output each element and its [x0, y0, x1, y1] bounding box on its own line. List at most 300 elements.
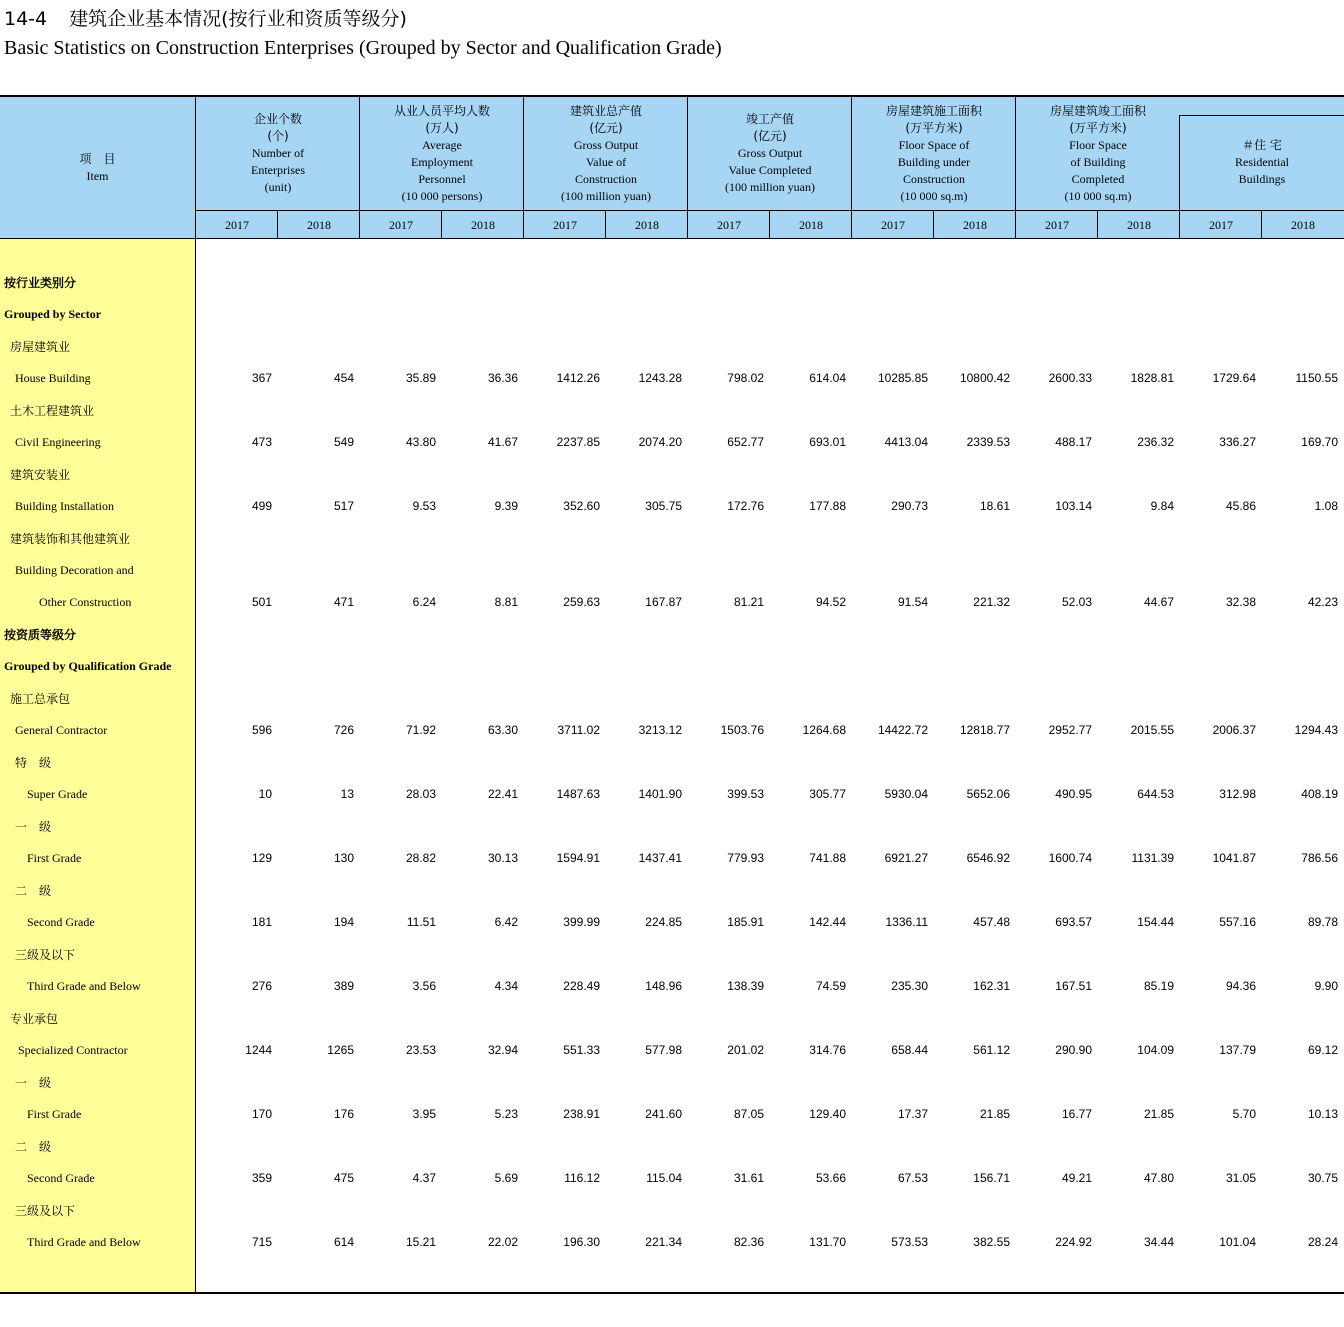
- table-cell: 32.38: [1225, 595, 1256, 609]
- row-label: Civil Engineering: [15, 434, 101, 449]
- table-cell: 4.34: [494, 979, 518, 993]
- table-cell: 290.73: [891, 499, 928, 513]
- table-cell: 115.04: [646, 1171, 682, 1185]
- table-cell: 290.90: [1055, 1043, 1092, 1057]
- header-group-2-line: Employment: [411, 154, 473, 169]
- table-cell: 557.16: [1219, 915, 1256, 929]
- table-cell: 6546.92: [966, 851, 1010, 865]
- table-cell: 28.24: [1307, 1235, 1338, 1249]
- table-cell: 52.03: [1061, 595, 1092, 609]
- header-group-4-line: (亿元): [753, 129, 787, 143]
- table-cell: 12818.77: [959, 723, 1010, 737]
- table-cell: 596: [251, 723, 272, 737]
- table-cell: 167.87: [645, 595, 682, 609]
- table-cell: 1401.90: [638, 787, 682, 801]
- table-cell: 162.31: [973, 979, 1010, 993]
- stub-column-border: [195, 239, 196, 1294]
- table-cell: 41.67: [487, 435, 518, 449]
- table-row: [196, 1162, 1344, 1194]
- header-group-4-line: Gross Output: [737, 146, 803, 160]
- row-label: Second Grade: [27, 914, 95, 929]
- table-cell: 22.41: [487, 787, 518, 801]
- header-group-5-line: Construction: [903, 171, 965, 186]
- header-group-1: [196, 97, 360, 210]
- header-year: 2017: [553, 217, 577, 232]
- table-row: [196, 906, 1344, 938]
- row-label: 二 级: [15, 883, 52, 898]
- table-cell: 1150.55: [1295, 371, 1338, 385]
- header-group-6-line: (10 000 sq.m): [1064, 188, 1132, 203]
- header-group-7: [1180, 115, 1344, 210]
- table-cell: 221.32: [973, 595, 1010, 609]
- table-cell: 549: [333, 435, 354, 449]
- table-cell: 614: [333, 1235, 354, 1249]
- table-cell: 561.12: [973, 1043, 1010, 1057]
- row-label: First Grade: [27, 850, 82, 865]
- header-group-7-line: Buildings: [1238, 172, 1286, 186]
- table-cell: 2600.33: [1048, 371, 1092, 385]
- table-cell: 10800.42: [959, 371, 1010, 385]
- header-year: 2018: [471, 217, 495, 232]
- table-row: [196, 362, 1344, 394]
- table-cell: 236.32: [1137, 435, 1174, 449]
- table-cell: 94.52: [815, 595, 846, 609]
- table-cell: 5930.04: [884, 787, 928, 801]
- table-cell: 1503.76: [720, 723, 764, 737]
- table-cell: 259.63: [563, 595, 600, 609]
- table-cell: 490.95: [1055, 787, 1092, 801]
- header-group-4-line: 竣工产值: [745, 112, 794, 126]
- table-body: [0, 239, 1344, 1294]
- table-row: [196, 842, 1344, 874]
- header-group-3-line: Gross Output: [573, 137, 639, 152]
- row-label: Specialized Contractor: [18, 1042, 128, 1057]
- header-year: 2017: [717, 217, 741, 232]
- table-cell: 131.70: [809, 1235, 846, 1249]
- table-cell: 8.81: [494, 595, 518, 609]
- table-cell: 614.04: [809, 371, 846, 385]
- table-cell: 17.37: [897, 1107, 928, 1121]
- table-cell: 1487.63: [556, 787, 600, 801]
- row-label: 房屋建筑业: [10, 339, 71, 354]
- row-label: General Contractor: [15, 722, 108, 737]
- table-cell: 6.24: [412, 595, 436, 609]
- table-cell: 129.40: [809, 1107, 846, 1121]
- header-divider: [359, 97, 360, 239]
- table-cell: 798.02: [727, 371, 764, 385]
- header-year: 2017: [389, 217, 413, 232]
- table-cell: 488.17: [1055, 435, 1092, 449]
- table-cell: 644.53: [1137, 787, 1174, 801]
- row-label: 特 级: [15, 755, 52, 770]
- table-cell: 1729.64: [1212, 371, 1256, 385]
- table-cell: 87.05: [733, 1107, 764, 1121]
- table-cell: 138.39: [727, 979, 764, 993]
- table-cell: 10285.85: [877, 371, 928, 385]
- table-cell: 457.48: [973, 915, 1010, 929]
- table-cell: 137.79: [1219, 1043, 1256, 1057]
- table-cell: 473: [251, 435, 272, 449]
- header-item-en: Item: [86, 169, 109, 183]
- row-label: 施工总承包: [10, 691, 71, 706]
- table-cell: 779.93: [727, 851, 764, 865]
- table-cell: 129: [251, 851, 272, 865]
- table-cell: 14422.72: [877, 723, 928, 737]
- table-bottom-rule: [0, 1292, 1344, 1294]
- table-cell: 5652.06: [966, 787, 1010, 801]
- header-year: 2017: [1045, 217, 1069, 232]
- row-label: Super Grade: [27, 786, 88, 801]
- table-cell: 103.14: [1055, 499, 1092, 513]
- row-label: 按资质等级分: [4, 627, 77, 642]
- table-cell: 367: [251, 371, 272, 385]
- table-cell: 399.99: [563, 915, 600, 929]
- header-year: 2017: [225, 217, 249, 232]
- header-year: 2017: [881, 217, 905, 232]
- table-cell: 23.53: [405, 1043, 436, 1057]
- row-label: 三级及以下: [15, 947, 76, 962]
- header-divider: [1261, 210, 1262, 239]
- header-group-1-line: Number of: [251, 146, 305, 160]
- table-cell: 5.70: [1232, 1107, 1256, 1121]
- table-cell: 1437.41: [638, 851, 682, 865]
- header-divider: [1179, 115, 1344, 116]
- table-cell: 170: [251, 1107, 272, 1121]
- table-cell: 1600.74: [1048, 851, 1092, 865]
- table-cell: 28.03: [405, 787, 436, 801]
- table-cell: 475: [333, 1171, 354, 1185]
- row-label: Second Grade: [27, 1170, 95, 1185]
- header-group-3: [524, 97, 688, 210]
- table-cell: 196.30: [563, 1235, 600, 1249]
- table-cell: 5.69: [494, 1171, 518, 1185]
- table-cell: 3.56: [412, 979, 436, 993]
- table-cell: 177.88: [809, 499, 846, 513]
- header-divider: [933, 210, 934, 239]
- table-cell: 715: [251, 1235, 272, 1249]
- table-cell: 1265: [327, 1043, 354, 1057]
- header-group-1-line: (unit): [264, 180, 292, 194]
- table-cell: 142.44: [809, 915, 846, 929]
- table-cell: 382.55: [973, 1235, 1010, 1249]
- header-group-1-line: Enterprises: [251, 163, 305, 177]
- table-cell: 85.19: [1143, 979, 1174, 993]
- table-row: [196, 970, 1344, 1002]
- table-cell: 154.44: [1137, 915, 1174, 929]
- table-cell: 1828.81: [1130, 371, 1174, 385]
- statistics-table: [0, 95, 1344, 1294]
- table-cell: 101.04: [1219, 1235, 1256, 1249]
- table-cell: 9.84: [1150, 499, 1174, 513]
- table-cell: 1.08: [1314, 499, 1338, 513]
- table-cell: 36.36: [487, 371, 518, 385]
- table-cell: 6.42: [494, 915, 518, 929]
- header-group-5-line: (万平方米): [905, 120, 963, 135]
- row-label: First Grade: [27, 1106, 82, 1121]
- row-label: 专业承包: [10, 1011, 59, 1026]
- table-cell: 148.96: [645, 979, 682, 993]
- table-cell: 172.76: [727, 499, 764, 513]
- row-label: House Building: [15, 370, 91, 385]
- row-label: Third Grade and Below: [27, 978, 141, 993]
- header-group-3-line: Value of: [585, 154, 627, 169]
- table-row: [196, 426, 1344, 458]
- header-year: 2017: [1209, 217, 1233, 232]
- table-cell: 74.59: [815, 979, 846, 993]
- table-cell: 21.85: [979, 1107, 1010, 1121]
- table-cell: 94.36: [1225, 979, 1256, 993]
- table-cell: 11.51: [406, 915, 436, 929]
- header-group-5-line: 房屋建筑施工面积: [885, 103, 982, 118]
- table-cell: 499: [251, 499, 272, 513]
- table-cell: 241.60: [645, 1107, 682, 1121]
- table-cell: 6921.27: [884, 851, 928, 865]
- table-cell: 176: [333, 1107, 354, 1121]
- table-cell: 573.53: [891, 1235, 928, 1249]
- row-label: 一 级: [15, 819, 52, 834]
- row-label: 建筑装饰和其他建筑业: [10, 531, 131, 546]
- table-cell: 156.71: [973, 1171, 1010, 1185]
- table-cell: 34.44: [1143, 1235, 1174, 1249]
- table-cell: 22.02: [487, 1235, 518, 1249]
- header-group-3-line: (100 million yuan): [561, 188, 651, 203]
- header-divider: [769, 210, 770, 239]
- table-title-cn-text: 建筑企业基本情况(按行业和资质等级分): [69, 8, 407, 30]
- header-group-2-line: (10 000 persons): [401, 188, 483, 203]
- header-year: 2018: [1291, 217, 1315, 232]
- header-divider: [195, 97, 196, 239]
- header-group-7-line: ＃住 宅: [1242, 138, 1282, 152]
- table-cell: 336.27: [1219, 435, 1256, 449]
- table-cell: 501: [251, 595, 272, 609]
- table-cell: 104.09: [1137, 1043, 1174, 1057]
- header-group-2-line: Personnel: [418, 171, 466, 186]
- table-cell: 71.92: [405, 723, 436, 737]
- table-cell: 551.33: [563, 1043, 600, 1057]
- table-cell: 517: [333, 499, 354, 513]
- header-divider: [605, 210, 606, 239]
- table-cell: 3711.02: [557, 723, 600, 737]
- header-divider: [851, 97, 852, 239]
- table-cell: 1131.39: [1131, 851, 1174, 865]
- header-group-4: [688, 97, 852, 210]
- table-cell: 276: [251, 979, 272, 993]
- table-cell: 35.89: [405, 371, 436, 385]
- header-divider: [277, 210, 278, 239]
- table-cell: 3213.12: [638, 723, 682, 737]
- table-cell: 3.95: [412, 1107, 436, 1121]
- table-cell: 201.02: [727, 1043, 764, 1057]
- table-cell: 167.51: [1055, 979, 1092, 993]
- header-group-1-line: (个): [267, 129, 289, 143]
- header-group-6-line: (万平方米): [1069, 120, 1127, 135]
- header-divider: [196, 210, 1344, 211]
- row-label: 建筑安装业: [10, 467, 71, 482]
- row-label: Building Installation: [15, 498, 114, 513]
- table-cell: 44.67: [1143, 595, 1174, 609]
- header-divider: [441, 210, 442, 239]
- table-cell: 91.54: [897, 595, 928, 609]
- table-cell: 169.70: [1301, 435, 1338, 449]
- table-cell: 238.91: [563, 1107, 600, 1121]
- table-cell: 181: [251, 915, 272, 929]
- header-group-6: [1016, 97, 1180, 210]
- header-group-7-line: Residential: [1235, 155, 1289, 169]
- table-title-en: Basic Statistics on Construction Enterprises (Grouped by Sector and Qualification Grade): [4, 37, 722, 59]
- header-year: 2018: [799, 217, 823, 232]
- table-cell: 471: [333, 595, 354, 609]
- table-cell: 314.76: [809, 1043, 846, 1057]
- header-group-6-line: Floor Space: [1069, 137, 1127, 152]
- header-group-4-line: (100 million yuan): [725, 180, 815, 194]
- table-cell: 9.53: [412, 499, 436, 513]
- table-cell: 652.77: [727, 435, 764, 449]
- table-cell: 577.98: [645, 1043, 682, 1057]
- table-cell: 2074.20: [638, 435, 682, 449]
- table-row: [196, 1226, 1344, 1258]
- table-cell: 42.23: [1307, 595, 1338, 609]
- table-cell: 32.94: [487, 1043, 518, 1057]
- table-cell: 1294.43: [1294, 723, 1338, 737]
- header-divider: [1015, 97, 1016, 239]
- table-cell: 408.19: [1301, 787, 1338, 801]
- row-label: 土木工程建筑业: [10, 403, 95, 418]
- header-group-2-line: Average: [422, 137, 462, 152]
- table-cell: 21.85: [1143, 1107, 1174, 1121]
- table-cell: 18.61: [979, 499, 1010, 513]
- table-cell: 67.53: [897, 1171, 928, 1185]
- header-group-3-line: 建筑业总产值: [569, 103, 642, 118]
- row-label: 二 级: [15, 1139, 52, 1154]
- table-cell: 1244: [245, 1043, 272, 1057]
- table-cell: 2015.55: [1130, 723, 1174, 737]
- header-group-3-line: Construction: [575, 171, 637, 186]
- table-cell: 1412.26: [556, 371, 600, 385]
- table-row: [196, 778, 1344, 810]
- row-label: 三级及以下: [15, 1203, 76, 1218]
- table-cell: 305.75: [645, 499, 682, 513]
- table-cell: 49.21: [1061, 1171, 1092, 1185]
- table-cell: 69.12: [1307, 1043, 1338, 1057]
- table-header: [0, 95, 1344, 239]
- table-cell: 1594.91: [556, 851, 600, 865]
- row-label: Building Decoration and: [15, 562, 134, 577]
- table-cell: 221.34: [645, 1235, 682, 1249]
- table-cell: 116.12: [564, 1171, 600, 1185]
- table-cell: 305.77: [809, 787, 846, 801]
- row-label: Other Construction: [39, 594, 132, 609]
- header-group-5-line: Floor Space of: [898, 137, 970, 152]
- table-cell: 82.36: [733, 1235, 764, 1249]
- table-cell: 1243.28: [638, 371, 682, 385]
- header-group-4-line: Value Completed: [728, 163, 812, 177]
- table-cell: 81.21: [733, 595, 764, 609]
- table-cell: 31.05: [1225, 1171, 1256, 1185]
- table-cell: 693.57: [1055, 915, 1092, 929]
- header-divider: [687, 97, 688, 239]
- header-item: [0, 97, 195, 239]
- table-cell: 43.80: [405, 435, 436, 449]
- table-cell: 389: [333, 979, 354, 993]
- table-cell: 13: [340, 787, 354, 801]
- table-cell: 1336.11: [885, 915, 928, 929]
- table-cell: 185.91: [727, 915, 764, 929]
- header-year: 2018: [963, 217, 987, 232]
- table-cell: 2952.77: [1048, 723, 1092, 737]
- table-cell: 4.37: [412, 1171, 436, 1185]
- table-title-cn: [4, 4, 407, 31]
- table-cell: 4413.04: [884, 435, 928, 449]
- table-cell: 15.21: [405, 1235, 436, 1249]
- table-cell: 2006.37: [1212, 723, 1256, 737]
- table-cell: 2237.85: [556, 435, 600, 449]
- table-cell: 658.44: [891, 1043, 928, 1057]
- table-cell: 130: [333, 851, 354, 865]
- table-cell: 726: [333, 723, 354, 737]
- table-cell: 9.39: [494, 499, 518, 513]
- header-divider: [523, 97, 524, 239]
- table-cell: 63.30: [487, 723, 518, 737]
- table-cell: 30.75: [1307, 1171, 1338, 1185]
- table-cell: 224.85: [645, 915, 682, 929]
- table-cell: 53.66: [815, 1171, 846, 1185]
- header-year: 2018: [1127, 217, 1151, 232]
- header-group-6-line: of Building: [1070, 154, 1126, 169]
- table-row: [196, 714, 1344, 746]
- table-cell: 16.77: [1061, 1107, 1092, 1121]
- table-cell: 194: [333, 915, 354, 929]
- table-row: [196, 1098, 1344, 1130]
- header-group-5-line: Building under: [897, 154, 971, 169]
- row-label: 按行业类别分: [4, 275, 77, 290]
- header-group-2-line: 从业人员平均人数: [393, 103, 490, 118]
- header-divider: [1179, 115, 1180, 239]
- table-row: [196, 1034, 1344, 1066]
- table-cell: 359: [251, 1171, 272, 1185]
- row-label: Grouped by Qualification Grade: [4, 658, 172, 673]
- table-cell: 312.98: [1219, 787, 1256, 801]
- table-cell: 228.49: [563, 979, 600, 993]
- row-label: Third Grade and Below: [27, 1234, 141, 1249]
- header-group-2-line: (万人): [425, 120, 459, 135]
- header-divider: [1097, 210, 1098, 239]
- table-cell: 30.13: [487, 851, 518, 865]
- table-cell: 1264.68: [802, 723, 846, 737]
- table-row: [196, 490, 1344, 522]
- table-cell: 741.88: [809, 851, 846, 865]
- header-group-6-line: 房屋建筑竣工面积: [1049, 103, 1146, 118]
- table-cell: 31.61: [733, 1171, 764, 1185]
- table-cell: 10: [258, 787, 272, 801]
- header-year: 2018: [307, 217, 331, 232]
- header-group-5-line: (10 000 sq.m): [900, 188, 968, 203]
- table-number: 14-4: [4, 8, 48, 30]
- header-item-cn: 项 目: [79, 152, 116, 166]
- table-cell: 45.86: [1225, 499, 1256, 513]
- header-group-6-line: Completed: [1071, 171, 1125, 186]
- table-cell: 352.60: [563, 499, 600, 513]
- table-cell: 786.56: [1301, 851, 1338, 865]
- table-cell: 454: [333, 371, 354, 385]
- row-label: Grouped by Sector: [4, 306, 102, 321]
- row-label: 一 级: [15, 1075, 52, 1090]
- table-cell: 399.53: [727, 787, 764, 801]
- table-cell: 89.78: [1307, 915, 1338, 929]
- table-cell: 47.80: [1143, 1171, 1174, 1185]
- table-cell: 10.13: [1307, 1107, 1338, 1121]
- table-cell: 5.23: [494, 1107, 518, 1121]
- header-group-1-line: 企业个数: [253, 112, 302, 126]
